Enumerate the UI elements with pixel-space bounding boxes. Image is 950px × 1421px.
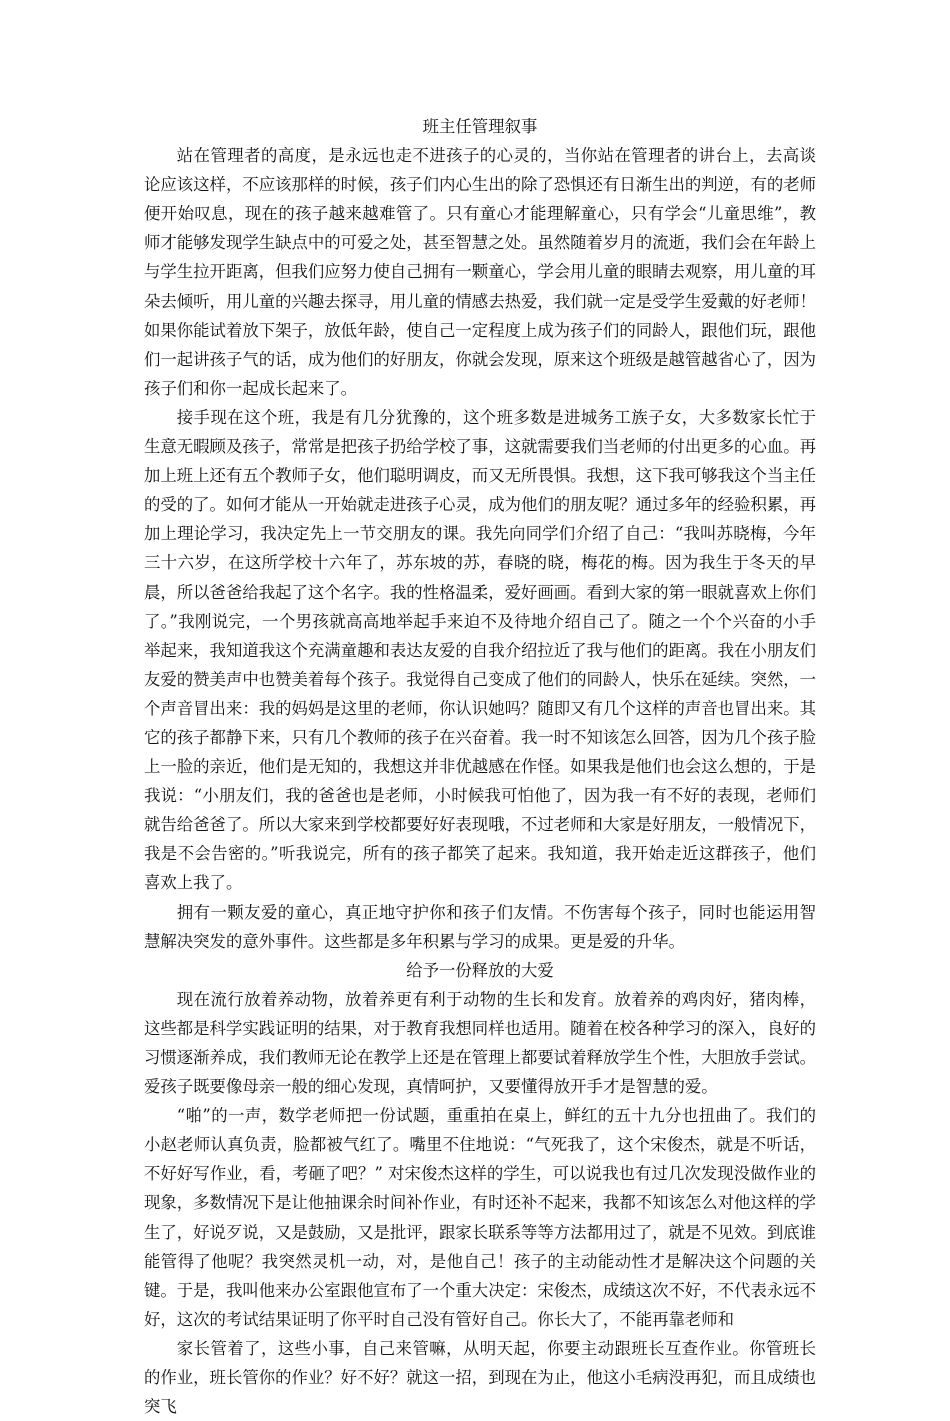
- paragraph: “啪”的一声，数学老师把一份试题，重重拍在桌上，鲜红的五十九分也扭曲了。我们的小赵老师认真负责，脸都被气红了。嘴里不住地说：“气死我了，这个宋俊杰，就是不听话，不好好写作业，看，考砸了吧？” 对宋俊杰这样的学生，可以说我也有过几次发现没做作业的现象，多数情况下是让他抽课余时间补作业，有时还补不起来，我都不知该怎么对他这样的学生了，好说歹说，又是鼓励，又是批评，跟家长联系等等方法都用过了，就是不见效。到底谁能管得了他呢？我突然灵机一动，对，是他自己！孩子的主动能动性才是解决这个问题的关键。于是，我叫他来办公室跟他宣布了一个重大决定：宋俊杰，成绩这次不好，不代表永远不好，这次的考试结果证明了你平时自己没有管好自己。你长大了，不能再靠老师和: [144, 1106, 817, 1329]
- paragraph: 站在管理者的高度，是永远也走不进孩子的心灵的，当你站在管理者的讲台上，去高谈论应该这样，不应该那样的时候，孩子们内心生出的除了恐惧还有日渐生出的判逆，有的老师便开始叹息，现在的孩子越来越难管了。只有童心才能理解童心，只有学会“儿童思维”，教师才能够发现学生缺点中的可爱之处，甚至智慧之处。虽然随着岁月的流逝，我们会在年龄上与学生拉开距离，但我们应努力使自己拥有一颗童心，学会用儿童的眼睛去观察，用儿童的耳朵去倾听，用儿童的兴趣去探寻，用儿童的情感去热爱，我们就一定是受学生爱戴的好老师！如果你能试着放下架子，放低年龄，使自己一定程度上成为孩子们的同龄人，跟他们玩，跟他们一起讲孩子气的话，成为他们的好朋友，你就会发现，原来这个班级是越管越省心了，因为孩子们和你一起成长起来了。: [144, 146, 817, 398]
- paragraph: 拥有一颗友爱的童心，真正地守护你和孩子们友情。不伤害每个孩子，同时也能运用智慧解决突发的意外事件。这些都是多年积累与学习的成果。更是爱的升华。: [144, 902, 816, 951]
- paragraph: 家长管着了，这些小事，自己来管嘛，从明天起，你要主动跟班长互查作业。你管班长的作业，班长管你的作业？好不好？就这一招，到现在为止，他这小毛病没再犯，而且成绩也突飞: [144, 1338, 817, 1417]
- section-title: 给予一份释放的大爱: [406, 960, 554, 980]
- document-page: [144, 112, 816, 1421]
- paragraph: 现在流行放着养动物，放着养更有利于动物的生长和发育。放着养的鸡肉好，猪肉棒，这些都是科学实践证明的结果，对于教育我想同样也适用。随着在校各种学习的深入，良好的习惯逐渐养成，我们教师无论在教学上还是在管理上都要试着释放学生个性，大胆放手尝试。爱孩子既要像母亲一般的细心发现，真情呵护，又要懂得放开手才是智慧的爱。: [144, 989, 817, 1097]
- article-title: 班主任管理叙事: [422, 117, 538, 136]
- paragraph: 接手现在这个班，我是有几分犹豫的，这个班多数是进城务工族子女，大多数家长忙于生意无暇顾及孩子，常常是把孩子扔给学校了事，这就需要我们当老师的付出更多的心血。再加上班上还有五个教师子女，他们聪明调皮，而又无所畏惧。我想，这下我可够我这个当主任的受的了。如何才能从一开始就走进孩子心灵，成为他们的朋友呢？通过多年的经验积累，再加上理论学习，我决定先上一节交朋友的课。我先向同学们介绍了自己：“我叫苏晓梅，今年三十六岁，在这所学校十六年了，苏东坡的苏，春晓的晓，梅花的梅。因为我生于冬天的早晨，所以爸爸给我起了这个名字。我的性格温柔，爱好画画。看到大家的第一眼就喜欢上你们了。”我刚说完，一个男孩就高高地举起手来迫不及待地介绍自己了。随之一个个兴奋的小手举起来，我知道我这个充满童趣和表达友爱的自我介绍拉近了我与他们的距离。我在小朋友们友爱的赞美声中也赞美着每个孩子。我觉得自己变成了他们的同龄人，快乐在延续。突然，一个声音冒出来：我的妈妈是这里的老师，你认识她吗？随即又有几个这样的声音也冒出来。其它的孩子都静下来，只有几个教师的孩子在兴奋着。我一时不知该怎么回答，因为几个孩子脸上一脸的亲近，他们是无知的，我想这并非优越感在作怪。如果我是他们也会这么想的，于是我说：“小朋友们，我的爸爸也是老师，小时候我可怕他了，因为我一有不好的表现，老师们就告给爸爸了。所以大家来到学校都要好好表现哦，不过老师和大家是好朋友，一般情况下，我是不会告密的。”听我说完，所有的孩子都笑了起来。我知道，我开始走近这群孩子，他们喜欢上我了。: [144, 407, 817, 893]
